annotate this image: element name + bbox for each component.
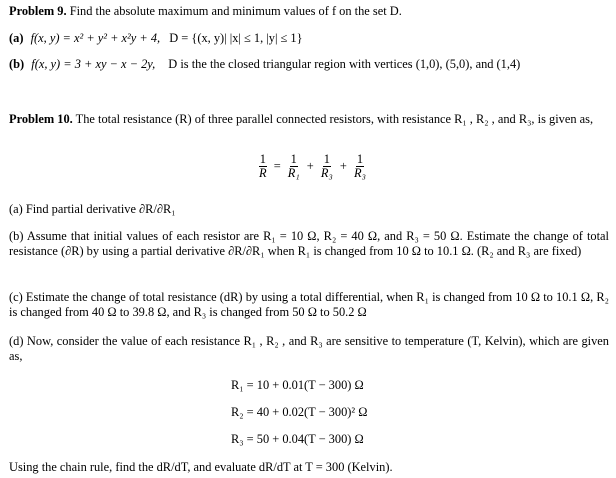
problem10-intro: The total resistance (R) of three parallel connected resistors, with resistance R₁ , R₂ , and R₃, is given as, <box>75 112 594 126</box>
equation-r1: R₁ = 10 + 0.01(T − 300) Ω <box>231 378 364 392</box>
problem10-part-d: (d) Now, consider the value of each resistance R₁ , R₂ , and R₃ are sensitive to temperature (T, Kelvin), which are given as, <box>9 334 609 363</box>
formula-term-2: $\frac{1}{\text{R₃}}$ <box>320 152 333 180</box>
problem9-part-b-function: f(x, y) = 3 + xy − x − 2y, <box>31 57 156 71</box>
problem9-part-a <box>9 31 303 46</box>
formula-lhs: $\frac{1}{R}$ <box>259 152 267 180</box>
problem9-part-a-domain: D = {(x, y)| |x| ≤ 1, |y| ≤ 1} <box>169 31 303 45</box>
problem9-part-b <box>9 57 520 72</box>
problem9-intro: Find the absolute maximum and minimum values of f on the set D. <box>69 4 402 18</box>
formula-term-3: $\frac{1}{\text{R₃}}$ <box>354 152 366 180</box>
problem9-heading: Problem 9. <box>9 4 67 18</box>
problem10-intro-paragraph <box>9 112 609 127</box>
problem9-part-a-function: f(x, y) = x² + y² + x²y + 4, <box>30 31 161 45</box>
problem9-part-b-label: (b) <box>9 57 25 71</box>
formula-term-1: $\frac{1}{\text{R₁}}$ <box>287 152 300 180</box>
problem10-part-c: (c) Estimate the change of total resistance (dR) by using a total differential, when R₁ is changed from 10 Ω to 10.1 Ω, R₂ is changed from 40 Ω to 39.8 Ω, and R₃ is changed from 50 Ω to 50.2 Ω <box>9 290 609 319</box>
problem9-part-a-label: (a) <box>9 31 24 45</box>
problem10-heading: Problem 10. <box>9 112 73 126</box>
problem10-closing: Using the chain rule, find the dR/dT, and evaluate dR/dT at T = 300 (Kelvin). <box>9 460 393 474</box>
problem9-part-b-domain: D is the the closed triangular region with vertices (1,0), (5,0), and (1,4) <box>168 57 521 71</box>
problem9-intro-line <box>9 4 402 19</box>
problem10-part-a: (a) Find partial derivative ∂R/∂R₁ <box>9 202 176 216</box>
equation-r3: R₃ = 50 + 0.04(T − 300) Ω <box>231 432 364 446</box>
equation-r2: R₂ = 40 + 0.02(T − 300)² Ω <box>231 405 368 419</box>
problem10-part-b: (b) Assume that initial values of each resistor are R₁ = 10 Ω, R₂ = 40 Ω, and R₃ = 50 Ω. Estimate the change of total resistance (∂R) by using a partial derivative ∂R/∂R₁ when R₁ is changed from 10 Ω to 10.1 Ω. (R₂ and R₃ are fixed) <box>9 229 609 258</box>
resistance-formula: $\frac{1}{R}$ = $\frac{1}{\text{R₁}}$ + $\frac{1}{\text{R₃}}$ + $\frac{1}{\text{R₃}}$ <box>259 152 366 180</box>
